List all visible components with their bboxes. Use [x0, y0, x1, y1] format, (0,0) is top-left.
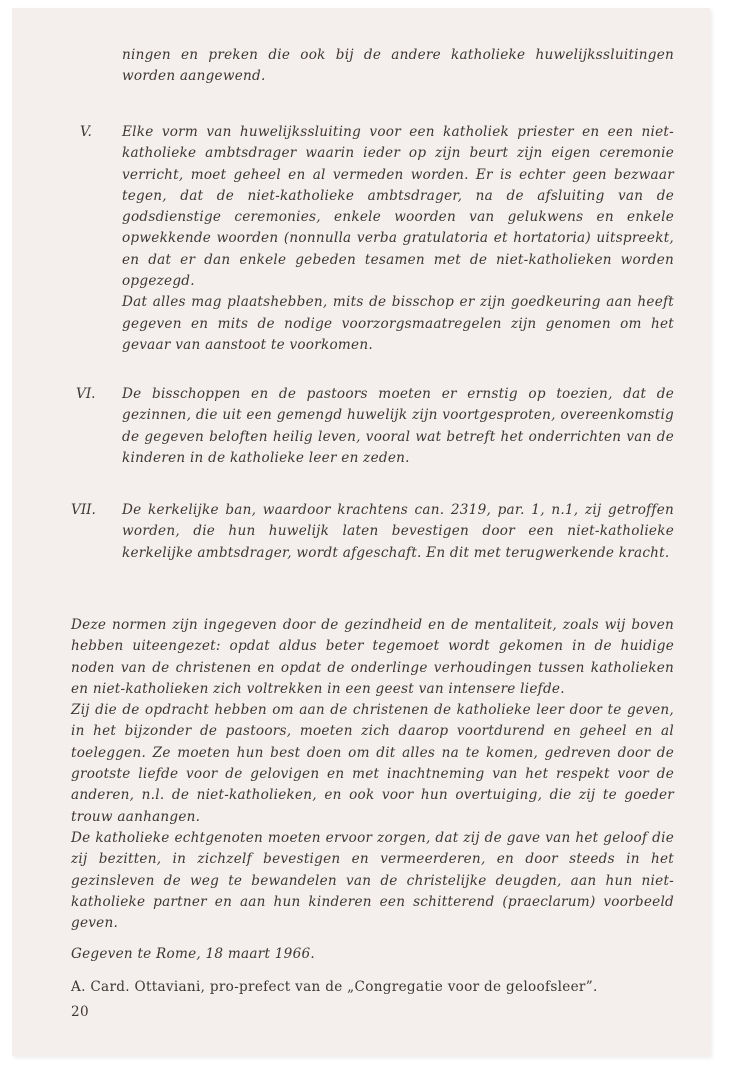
- section-vii-paragraph-1: De kerkelijke ban, waardoor krachtens can. 2319, par. 1, n.1, zij getroffen worden, die hun huwelijk laten bevestigen door een niet-katholieke kerkelijke ambtsdrager, wordt afgeschaft. En dit met terugwerkende kracht.: [122, 502, 674, 561]
- section-vi-numeral: VI.: [76, 386, 96, 402]
- section-v-paragraph-1: Elke vorm van huwelijkssluiting voor een katholiek priester en een niet-katholieke ambtsdrager waarin ieder op zijn beurt zijn eigen ceremonie verricht, moet geheel en al vermeden worden. Er is echter geen bezwaar tegen, dat de niet-katholieke ambtsdrager, na de afsluiting van de godsdienstige ceremonies, enkele woorden van gelukwens en enkele opwekkende woorden (nonnulla verba gratulatoria et hortatoria) uitspreekt, en dat er dan enkele gebeden tesamen met de niet-katholieken worden opgezegd.: [122, 124, 674, 290]
- section-v-body: [122, 122, 674, 356]
- section-vi-paragraph-1: De bisschoppen en de pastoors moeten er ernstig op toezien, dat de gezinnen, die uit een gemengd huwelijk zijn voortgesproten, overeenkomstig de gegeven beloften heilig leven, vooral wat betreft het onderrichten van de kinderen in de katholieke leer en zeden.: [122, 386, 674, 466]
- closing-paragraph-3: De katholieke echtgenoten moeten ervoor zorgen, dat zij de gave van het geloof die zij bezitten, in zichzelf bevestigen en vermeerderen, en door steeds in het gezinsleven de weg te bewandelen van de christelijke deugden, aan hun niet-katholieke partner en aan hun kinderen een schitterend (praeclarum) voorbeeld geven.: [71, 829, 674, 932]
- page-number: 20: [71, 1004, 89, 1020]
- signature-line: A. Card. Ottaviani, pro-prefect van de „Congregatie voor de geloofsleer”.: [71, 979, 598, 995]
- section-vi-body: [122, 384, 674, 469]
- intro-continuation-text: ningen en preken die ook bij de andere katholieke huwelijkssluitingen worden aangewend.: [122, 47, 674, 85]
- closing-paragraph-2: Zij die de opdracht hebben om aan de christenen de katholieke leer door te geven, in het bijzonder de pastoors, moeten zich daarop voortdurend en geheel en al toeleggen. Ze moeten hun best doen om dit alles na te komen, gedreven door de grootste liefde voor de gelovigen en met inachtneming van het respekt voor de anderen, n.l. de niet-katholieken, en ook voor hun overtuiging, die zij te goeder trouw aanhangen.: [71, 702, 674, 825]
- section-vii-body: [122, 500, 674, 564]
- intro-continuation: [122, 45, 674, 88]
- closing-paragraph-1: Deze normen zijn ingegeven door de gezindheid en de mentaliteit, zoals wij boven hebben uiteengezet: opdat aldus beter tegemoet wordt gekomen in de huidige noden van de christenen en opdat de onderlinge verhoudingen tussen katholieken en niet-katholieken zich voltrekken in een geest van intensere liefde.: [71, 617, 674, 697]
- section-v-paragraph-2: Dat alles mag plaatshebben, mits de bisschop er zijn goedkeuring aan heeft gegeven en mits de nodige voorzorgsmaatregelen zijn genomen om het gevaar van aanstoot te voorkomen.: [122, 294, 674, 353]
- section-v-numeral: V.: [80, 124, 92, 140]
- section-vii-numeral: VII.: [71, 502, 96, 518]
- date-line: Gegeven te Rome, 18 maart 1966.: [71, 946, 315, 962]
- document-page: [12, 8, 710, 1056]
- closing-body: [71, 615, 674, 934]
